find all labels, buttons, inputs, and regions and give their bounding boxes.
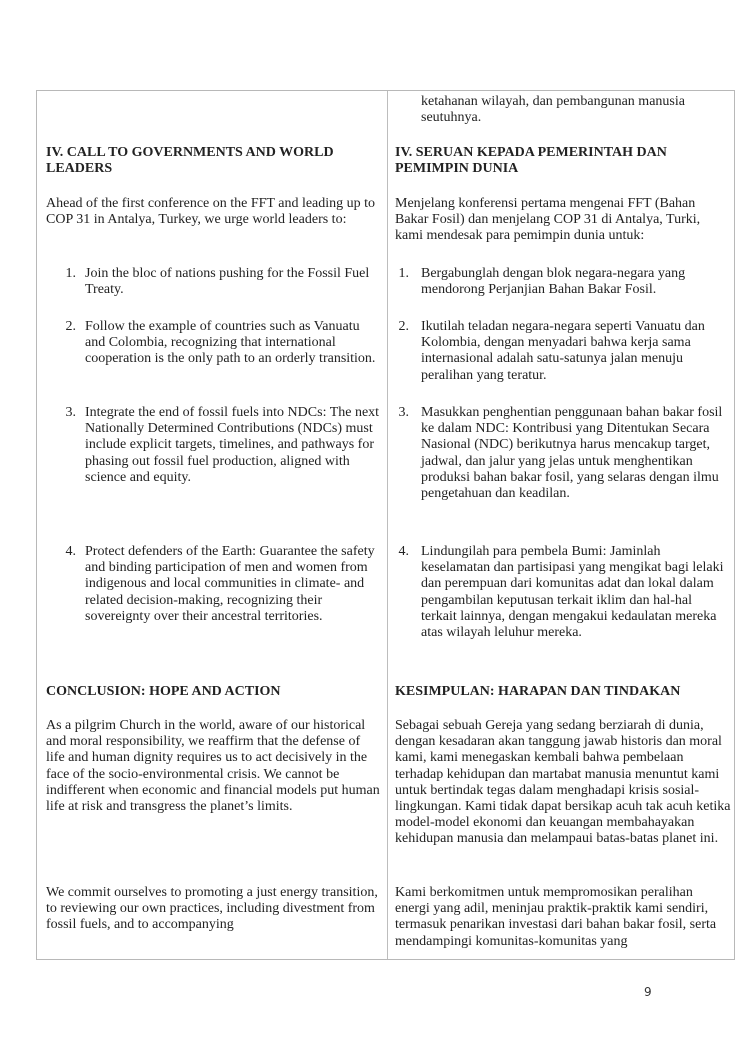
conclusion-paragraph-id: Sebagai sebuah Gereja yang sedang berziarah di dunia, dengan kesadaran akan tanggung jawab historis dan moral kami, kami menegaskan kembali bahwa pembelaan terhadap kehidupan dan martabat manusia menuntut kami untuk bertindak tegas dalam menghadapi krisis sosial-lingkungan. Kami tidak dapat bersikap acuh tak acuh ketika model-model ekonomi dan keuangan membahayakan kehidupan manusia dan melampaui batas-batas planet ini. bbox=[395, 718, 731, 847]
list-number: 2. bbox=[65, 319, 76, 334]
page-number: 9 bbox=[644, 985, 652, 999]
list-number: 3. bbox=[65, 405, 76, 420]
conclusion-heading-en: CONCLUSION: HOPE AND ACTION bbox=[46, 684, 281, 699]
list-text: Bergabunglah dengan blok negara-negara yang mendorong Perjanjian Bahan Bakar Fosil. bbox=[421, 266, 686, 298]
intro-paragraph-en: Ahead of the first conference on the FFT and leading up to COP 31 in Antalya, Turkey, we urge world leaders to: bbox=[46, 196, 376, 228]
commitment-paragraph-id: Kami berkomitmen untuk mempromosikan peralihan energi yang adil, meninjau praktik-praktik kami sendiri, termasuk penarikan investasi dari bahan bakar fosil, serta mendampingi komunitas-komunitas yang bbox=[395, 885, 717, 949]
intro-paragraph-id: Menjelang konferensi pertama mengenai FFT (Bahan Bakar Fosil) dan menjelang COP 31 di Antalya, Turki, kami mendesak para pemimpin dunia untuk: bbox=[395, 196, 701, 244]
commitment-paragraph-en: We commit ourselves to promoting a just energy transition, to reviewing our own practices, including divestment from fossil fuels, and to accompanying bbox=[46, 885, 378, 933]
list-number: 2. bbox=[398, 319, 409, 334]
list-text: Follow the example of countries such as Vanuatu and Colombia, recognizing that international cooperation is the only path to an orderly transition. bbox=[85, 319, 376, 367]
list-text: Integrate the end of fossil fuels into NDCs: The next Nationally Determined Contributions (NDCs) must include explicit targets, timelines, and pathways for phasing out fossil fuel production, aligned with science and equity. bbox=[85, 405, 380, 485]
list-number: 3. bbox=[398, 405, 409, 420]
list-text: Ikutilah teladan negara-negara seperti Vanuatu dan Kolombia, dengan menyadari bahwa kerja sama internasional adalah satu-satunya jalan menuju peralihan yang teratur. bbox=[421, 319, 705, 383]
list-text: Protect defenders of the Earth: Guarantee the safety and binding participation of men and women from indigenous and local communities in climate- and related decision-making, recognizing their sovereignty over their ancestral territories. bbox=[85, 544, 375, 624]
list-number: 4. bbox=[398, 544, 409, 559]
column-divider bbox=[387, 91, 388, 959]
list-number: 1. bbox=[398, 266, 409, 281]
bilingual-table bbox=[36, 90, 735, 960]
list-text: Lindungilah para pembela Bumi: Jaminlah keselamatan dan partisipasi yang mengikat bagi lelaki dan perempuan dari komunitas adat dan lokal dalam pengambilan keputusan terkait iklim dan hal-hal terkait lainnya, dengan mengakui kedaulatan mereka atas wilayah leluhur mereka. bbox=[421, 544, 724, 641]
conclusion-paragraph-en: As a pilgrim Church in the world, aware of our historical and moral responsibility, we reaffirm that the defense of life and human dignity requires us to act decisively in the face of the socio-environmental crisis. We cannot be indifferent when economic and financial models put human life at risk and transgress the planet’s limits. bbox=[46, 718, 380, 815]
list-text: Join the bloc of nations pushing for the Fossil Fuel Treaty. bbox=[85, 266, 370, 298]
list-text: Masukkan penghentian penggunaan bahan bakar fosil ke dalam NDC: Kontribusi yang Ditentukan Secara Nasional (NDC) berikutnya harus mencakup target, jadwal, dan jalur yang jelas untuk menghentikan produksi bahan bakar fosil, yang selaras dengan ilmu pengetahuan dan keadilan. bbox=[421, 405, 723, 502]
list-number: 4. bbox=[65, 544, 76, 559]
section-heading-en: IV. CALL TO GOVERNMENTS AND WORLD LEADERS bbox=[46, 145, 334, 177]
conclusion-heading-id: KESIMPULAN: HARAPAN DAN TINDAKAN bbox=[395, 684, 681, 699]
continuation-text-id: ketahanan wilayah, dan pembangunan manusia seutuhnya. bbox=[421, 94, 685, 126]
section-heading-id: IV. SERUAN KEPADA PEMERINTAH DAN PEMIMPIN DUNIA bbox=[395, 145, 667, 177]
list-number: 1. bbox=[65, 266, 76, 281]
